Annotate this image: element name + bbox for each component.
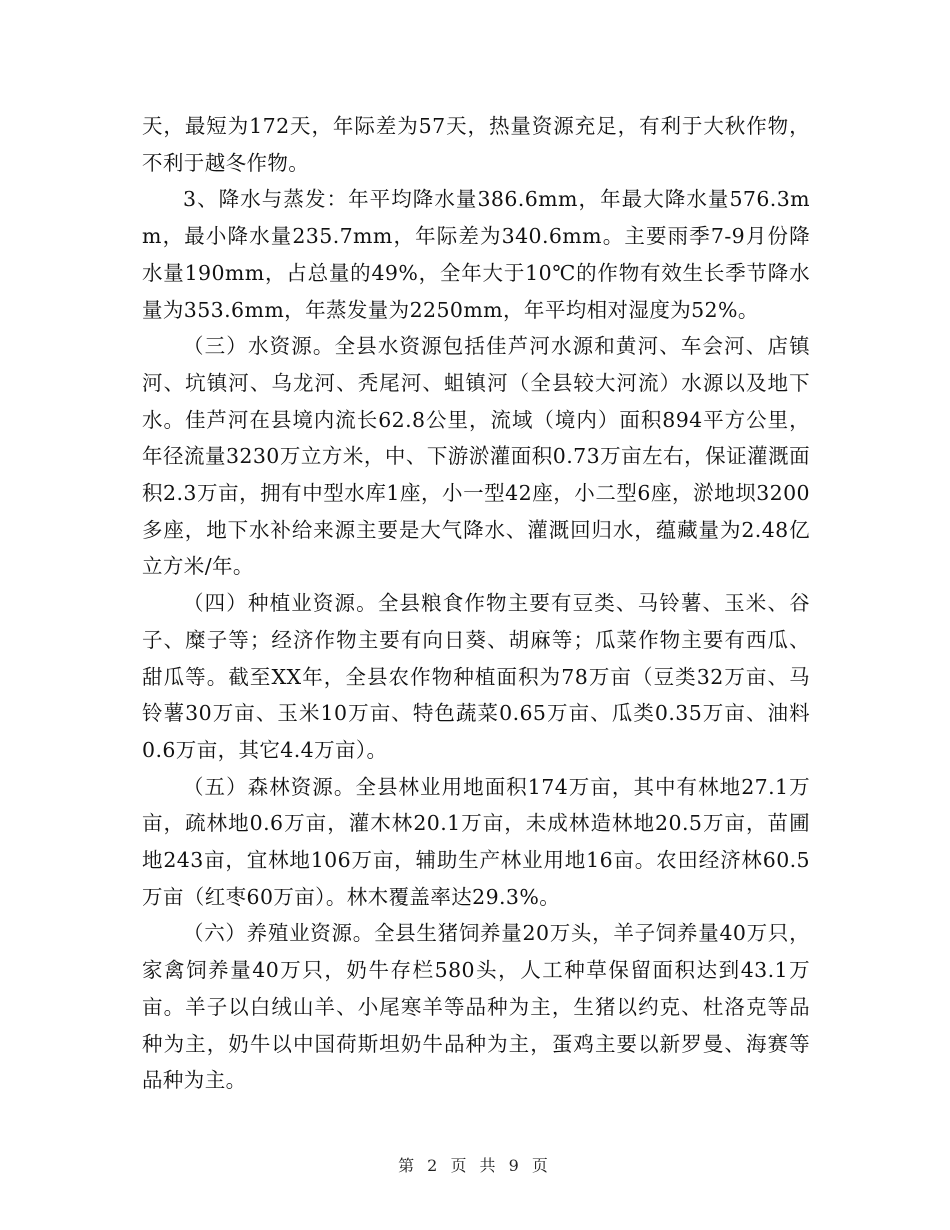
paragraph-breeding-resources: （六）养殖业资源。全县生猪饲养量20万头，羊子饲养量40万只，家禽饲养量40万只，奶牛存栏580头，人工种草保留面积达到43.1万亩。羊子以白绒山羊、小尾寒羊等品种为主，生猪以约克、杜洛克等品种为主，奶牛以中国荷斯坦奶牛品种为主，蛋鸡主要以新罗曼、海赛等品种为主。 <box>142 921 810 1093</box>
paragraph-precipitation: 3、降水与蒸发：年平均降水量386.6mm，年最大降水量576.3mm，最小降水量235.7mm，年际差为340.6mm。主要雨季7-9月份降水量190mm，占总量的49%，全年大于10℃的作物有效生长季节降水量为353.6mm，年蒸发量为2250mm，年平均相对湿度为52%。 <box>142 187 810 322</box>
document-body <box>142 108 810 1099</box>
paragraph-continuation: 天，最短为172天，年际差为57天，热量资源充足，有利于大秋作物，不利于越冬作物。 <box>142 114 810 175</box>
page-number-footer: 第 2 页 共 9 页 <box>398 1156 552 1175</box>
paragraph-forest-resources: （五）森林资源。全县林业用地面积174万亩，其中有林地27.1万亩，疏林地0.6万亩，灌木林20.1万亩，未成林造林地20.5万亩，苗圃地243亩，宜林地106万亩，辅助生产林业用地16亩。农田经济林60.5万亩（红枣60万亩）。林木覆盖率达29.3%。 <box>142 774 810 909</box>
paragraph-water-resources: （三）水资源。全县水资源包括佳芦河水源和黄河、车会河、店镇河、坑镇河、乌龙河、秃尾河、蛆镇河（全县较大河流）水源以及地下水。佳芦河在县境内流长62.8公里，流域（境内）面积894平方公里，年径流量3230万立方米，中、下游淤灌面积0.73万亩左右，保证灌溉面积2.3万亩，拥有中型水库1座，小一型42座，小二型6座，淤地坝3200多座，地下水补给来源主要是大气降水、灌溉回归水，蕴藏量为2.48亿立方米/年。 <box>142 334 810 579</box>
paragraph-planting-resources: （四）种植业资源。全县粮食作物主要有豆类、马铃薯、玉米、谷子、糜子等；经济作物主要有向日葵、胡麻等；瓜菜作物主要有西瓜、甜瓜等。截至XX年，全县农作物种植面积为78万亩（豆类32万亩、马铃薯30万亩、玉米10万亩、特色蔬菜0.65万亩、瓜类0.35万亩、油料0.6万亩，其它4.4万亩）。 <box>142 591 810 762</box>
